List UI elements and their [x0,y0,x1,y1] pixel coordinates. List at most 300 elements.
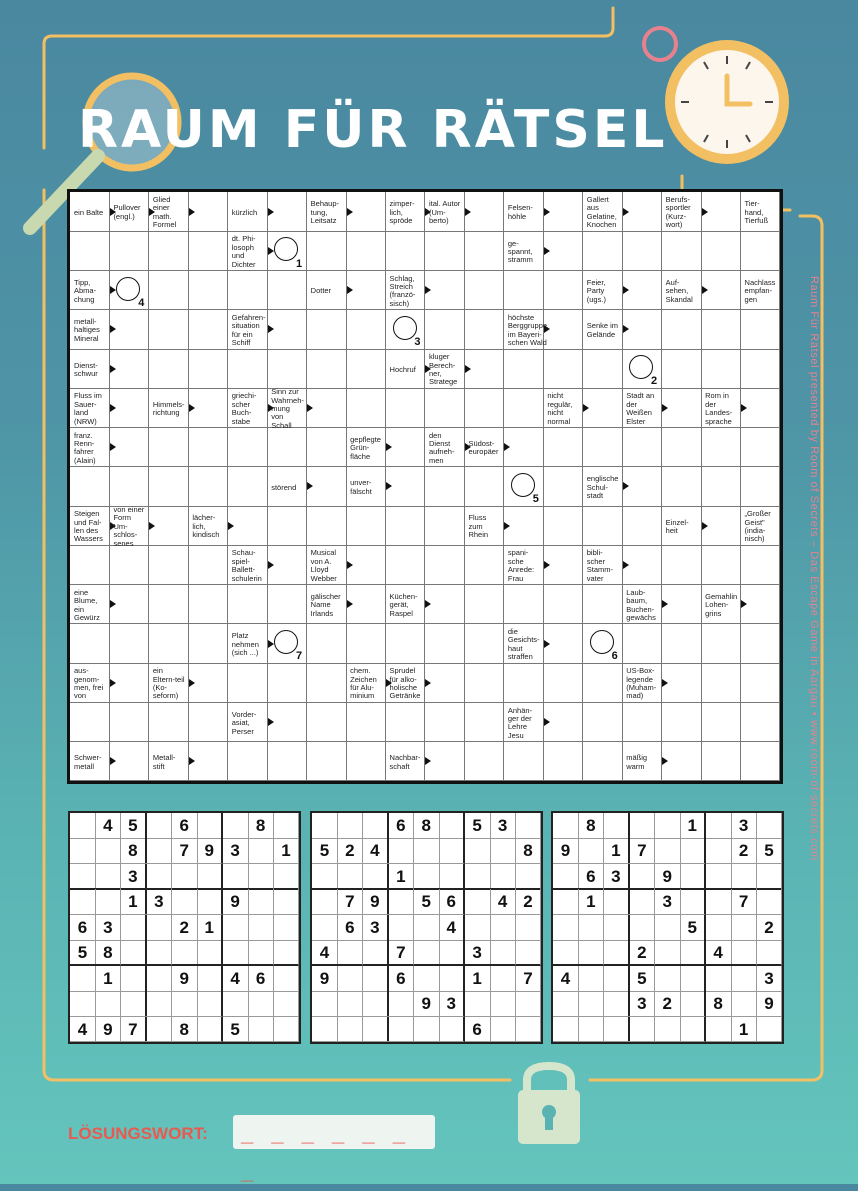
answer-cell[interactable] [583,388,623,428]
answer-cell[interactable] [662,545,702,585]
sudoku-empty-cell[interactable] [604,889,630,915]
sudoku-empty-cell[interactable] [223,940,249,966]
sudoku-empty-cell[interactable] [146,966,172,992]
sudoku-empty-cell[interactable] [465,889,491,915]
answer-cell[interactable] [109,545,149,585]
sudoku-empty-cell[interactable] [312,889,338,915]
answer-cell[interactable] [583,428,623,468]
answer-cell[interactable] [504,506,544,546]
sudoku-empty-cell[interactable] [604,813,630,839]
sudoku-empty-cell[interactable] [516,991,542,1017]
sudoku-empty-cell[interactable] [706,966,732,992]
answer-cell[interactable] [662,702,702,742]
answer-cell[interactable] [543,271,583,311]
answer-cell[interactable] [346,310,386,350]
answer-cell[interactable] [346,271,386,311]
answer-cell[interactable] [267,585,307,625]
sudoku-empty-cell[interactable] [629,864,655,890]
answer-cell[interactable] [70,702,110,742]
answer-cell[interactable] [741,428,781,468]
sudoku-empty-cell[interactable] [553,889,579,915]
answer-cell[interactable] [425,271,465,311]
answer-cell[interactable] [543,663,583,703]
answer-cell[interactable] [662,428,702,468]
answer-cell[interactable] [149,506,189,546]
sudoku-empty-cell[interactable] [363,864,389,890]
answer-cell[interactable] [741,545,781,585]
sudoku-empty-cell[interactable] [629,1017,655,1043]
answer-cell[interactable] [307,663,347,703]
sudoku-empty-cell[interactable] [757,1017,783,1043]
answer-cell[interactable] [741,467,781,507]
sudoku-empty-cell[interactable] [680,966,706,992]
answer-cell[interactable] [228,742,268,782]
answer-cell[interactable] [741,388,781,428]
sudoku-empty-cell[interactable] [70,864,96,890]
sudoku-empty-cell[interactable] [731,940,757,966]
sudoku-empty-cell[interactable] [223,813,249,839]
answer-cell[interactable] [228,506,268,546]
answer-cell[interactable] [188,742,228,782]
sudoku-empty-cell[interactable] [223,991,249,1017]
answer-cell[interactable] [662,467,702,507]
answer-cell[interactable] [622,271,662,311]
answer-cell[interactable] [188,545,228,585]
sudoku-empty-cell[interactable] [465,915,491,941]
sudoku-empty-cell[interactable] [146,864,172,890]
answer-cell[interactable] [464,349,504,389]
answer-cell[interactable] [70,545,110,585]
sudoku-empty-cell[interactable] [655,838,681,864]
answer-cell[interactable] [109,663,149,703]
sudoku-empty-cell[interactable] [146,838,172,864]
sudoku-empty-cell[interactable] [312,813,338,839]
sudoku-empty-cell[interactable] [95,864,121,890]
answer-cell[interactable] [386,545,426,585]
answer-cell[interactable] [307,702,347,742]
answer-cell[interactable] [149,624,189,664]
answer-cell[interactable] [504,388,544,428]
sudoku-empty-cell[interactable] [197,940,223,966]
answer-cell[interactable] [622,349,662,389]
answer-cell[interactable] [583,702,623,742]
answer-cell[interactable] [741,742,781,782]
answer-cell[interactable] [188,192,228,232]
answer-cell[interactable] [228,428,268,468]
sudoku-empty-cell[interactable] [465,838,491,864]
answer-cell[interactable] [583,742,623,782]
answer-cell[interactable] [267,310,307,350]
sudoku-empty-cell[interactable] [655,813,681,839]
answer-cell[interactable] [188,467,228,507]
sudoku-empty-cell[interactable] [388,991,414,1017]
answer-cell[interactable] [267,624,307,664]
answer-cell[interactable] [622,310,662,350]
sudoku-empty-cell[interactable] [95,991,121,1017]
answer-cell[interactable] [543,742,583,782]
sudoku-empty-cell[interactable] [146,991,172,1017]
answer-cell[interactable] [701,624,741,664]
answer-cell[interactable] [386,702,426,742]
sudoku-empty-cell[interactable] [680,889,706,915]
answer-cell[interactable] [188,663,228,703]
sudoku-grid[interactable] [310,811,543,1044]
answer-cell[interactable] [109,310,149,350]
answer-cell[interactable] [425,702,465,742]
answer-cell[interactable] [701,663,741,703]
answer-cell[interactable] [701,271,741,311]
answer-cell[interactable] [741,231,781,271]
sudoku-empty-cell[interactable] [248,1017,274,1043]
sudoku-empty-cell[interactable] [490,838,516,864]
answer-cell[interactable] [425,388,465,428]
answer-cell[interactable] [741,349,781,389]
answer-cell[interactable] [149,545,189,585]
sudoku-empty-cell[interactable] [121,940,147,966]
sudoku-empty-cell[interactable] [274,889,300,915]
answer-cell[interactable] [741,585,781,625]
answer-cell[interactable] [346,545,386,585]
sudoku-empty-cell[interactable] [516,940,542,966]
answer-cell[interactable] [425,310,465,350]
answer-cell[interactable] [504,428,544,468]
answer-cell[interactable] [307,467,347,507]
answer-cell[interactable] [701,428,741,468]
sudoku-empty-cell[interactable] [223,915,249,941]
sudoku-empty-cell[interactable] [629,889,655,915]
sudoku-empty-cell[interactable] [439,864,465,890]
answer-cell[interactable] [70,467,110,507]
answer-cell[interactable] [662,231,702,271]
answer-cell[interactable] [386,428,426,468]
answer-cell[interactable] [267,271,307,311]
sudoku-empty-cell[interactable] [197,813,223,839]
answer-cell[interactable] [464,271,504,311]
answer-cell[interactable] [386,388,426,428]
sudoku-empty-cell[interactable] [655,1017,681,1043]
answer-cell[interactable] [346,624,386,664]
answer-cell[interactable] [307,428,347,468]
sudoku-empty-cell[interactable] [516,864,542,890]
answer-cell[interactable] [188,624,228,664]
answer-cell[interactable] [109,742,149,782]
answer-cell[interactable] [346,192,386,232]
sudoku-empty-cell[interactable] [197,889,223,915]
sudoku-empty-cell[interactable] [578,940,604,966]
sudoku-empty-cell[interactable] [731,966,757,992]
sudoku-empty-cell[interactable] [197,1017,223,1043]
sudoku-empty-cell[interactable] [274,966,300,992]
answer-cell[interactable] [386,624,426,664]
answer-cell[interactable] [701,742,741,782]
sudoku-empty-cell[interactable] [363,1017,389,1043]
sudoku-empty-cell[interactable] [95,838,121,864]
sudoku-empty-cell[interactable] [706,838,732,864]
sudoku-empty-cell[interactable] [312,915,338,941]
answer-cell[interactable] [583,585,623,625]
answer-cell[interactable] [307,349,347,389]
sudoku-grid[interactable] [551,811,784,1044]
sudoku-empty-cell[interactable] [121,915,147,941]
answer-cell[interactable] [425,545,465,585]
answer-cell[interactable] [662,585,702,625]
answer-cell[interactable] [109,624,149,664]
answer-cell[interactable] [543,506,583,546]
answer-cell[interactable] [504,467,544,507]
sudoku-empty-cell[interactable] [337,864,363,890]
sudoku-empty-cell[interactable] [95,889,121,915]
answer-cell[interactable] [149,310,189,350]
sudoku-empty-cell[interactable] [248,940,274,966]
sudoku-empty-cell[interactable] [680,1017,706,1043]
answer-cell[interactable] [662,388,702,428]
sudoku-empty-cell[interactable] [655,915,681,941]
answer-cell[interactable] [267,428,307,468]
answer-cell[interactable] [701,467,741,507]
sudoku-empty-cell[interactable] [516,1017,542,1043]
answer-cell[interactable] [464,702,504,742]
sudoku-empty-cell[interactable] [604,940,630,966]
sudoku-empty-cell[interactable] [146,813,172,839]
answer-cell[interactable] [583,349,623,389]
answer-cell[interactable] [267,702,307,742]
answer-cell[interactable] [543,310,583,350]
answer-cell[interactable] [307,388,347,428]
answer-cell[interactable] [583,231,623,271]
answer-cell[interactable] [701,506,741,546]
sudoku-empty-cell[interactable] [731,915,757,941]
answer-cell[interactable] [228,271,268,311]
answer-cell[interactable] [109,585,149,625]
answer-cell[interactable] [543,231,583,271]
sudoku-empty-cell[interactable] [553,813,579,839]
sudoku-empty-cell[interactable] [414,1017,440,1043]
answer-cell[interactable] [307,506,347,546]
answer-cell[interactable] [543,349,583,389]
answer-cell[interactable] [188,310,228,350]
answer-cell[interactable] [149,428,189,468]
sudoku-empty-cell[interactable] [414,940,440,966]
answer-cell[interactable] [425,467,465,507]
sudoku-empty-cell[interactable] [274,991,300,1017]
sudoku-empty-cell[interactable] [465,864,491,890]
answer-cell[interactable] [464,545,504,585]
sudoku-empty-cell[interactable] [757,813,783,839]
answer-cell[interactable] [504,349,544,389]
sudoku-empty-cell[interactable] [146,915,172,941]
sudoku-empty-cell[interactable] [629,813,655,839]
sudoku-empty-cell[interactable] [439,966,465,992]
sudoku-empty-cell[interactable] [578,838,604,864]
answer-cell[interactable] [464,585,504,625]
sudoku-empty-cell[interactable] [490,915,516,941]
sudoku-empty-cell[interactable] [757,889,783,915]
answer-cell[interactable] [622,702,662,742]
answer-cell[interactable] [504,663,544,703]
answer-cell[interactable] [149,231,189,271]
answer-cell[interactable] [622,231,662,271]
sudoku-empty-cell[interactable] [70,991,96,1017]
sudoku-empty-cell[interactable] [490,1017,516,1043]
answer-cell[interactable] [386,231,426,271]
answer-cell[interactable] [70,624,110,664]
answer-cell[interactable] [583,624,623,664]
answer-cell[interactable] [464,467,504,507]
answer-cell[interactable] [504,585,544,625]
answer-cell[interactable] [109,271,149,311]
crossword-grid[interactable] [67,189,783,784]
sudoku-empty-cell[interactable] [337,1017,363,1043]
answer-cell[interactable] [701,231,741,271]
sudoku-empty-cell[interactable] [337,991,363,1017]
sudoku-empty-cell[interactable] [172,864,198,890]
sudoku-empty-cell[interactable] [388,889,414,915]
answer-cell[interactable] [267,231,307,271]
sudoku-empty-cell[interactable] [629,915,655,941]
answer-cell[interactable] [228,349,268,389]
answer-cell[interactable] [622,467,662,507]
answer-cell[interactable] [464,742,504,782]
answer-cell[interactable] [425,231,465,271]
sudoku-empty-cell[interactable] [490,864,516,890]
sudoku-empty-cell[interactable] [388,1017,414,1043]
sudoku-empty-cell[interactable] [70,838,96,864]
sudoku-empty-cell[interactable] [363,813,389,839]
answer-cell[interactable] [543,624,583,664]
sudoku-empty-cell[interactable] [706,889,732,915]
answer-cell[interactable] [346,585,386,625]
answer-cell[interactable] [346,702,386,742]
answer-cell[interactable] [701,192,741,232]
answer-cell[interactable] [741,663,781,703]
sudoku-empty-cell[interactable] [553,864,579,890]
sudoku-empty-cell[interactable] [414,915,440,941]
answer-cell[interactable] [504,271,544,311]
sudoku-empty-cell[interactable] [337,966,363,992]
answer-cell[interactable] [109,349,149,389]
answer-cell[interactable] [741,310,781,350]
sudoku-empty-cell[interactable] [70,966,96,992]
answer-cell[interactable] [267,192,307,232]
answer-cell[interactable] [149,349,189,389]
answer-cell[interactable] [662,663,702,703]
sudoku-empty-cell[interactable] [172,889,198,915]
answer-cell[interactable] [543,585,583,625]
sudoku-empty-cell[interactable] [121,966,147,992]
sudoku-empty-cell[interactable] [680,940,706,966]
sudoku-empty-cell[interactable] [604,915,630,941]
sudoku-empty-cell[interactable] [337,813,363,839]
answer-cell[interactable] [188,428,228,468]
answer-cell[interactable] [464,231,504,271]
answer-cell[interactable] [622,506,662,546]
answer-cell[interactable] [425,585,465,625]
sudoku-empty-cell[interactable] [490,940,516,966]
sudoku-empty-cell[interactable] [274,940,300,966]
sudoku-grid[interactable] [68,811,301,1044]
answer-cell[interactable] [662,310,702,350]
sudoku-empty-cell[interactable] [172,991,198,1017]
sudoku-empty-cell[interactable] [604,1017,630,1043]
sudoku-empty-cell[interactable] [680,864,706,890]
answer-cell[interactable] [149,702,189,742]
sudoku-empty-cell[interactable] [490,966,516,992]
sudoku-empty-cell[interactable] [363,940,389,966]
answer-cell[interactable] [149,585,189,625]
sudoku-empty-cell[interactable] [414,864,440,890]
answer-cell[interactable] [464,310,504,350]
sudoku-empty-cell[interactable] [248,864,274,890]
answer-cell[interactable] [464,663,504,703]
sudoku-empty-cell[interactable] [553,1017,579,1043]
sudoku-empty-cell[interactable] [197,966,223,992]
answer-cell[interactable] [109,702,149,742]
answer-cell[interactable] [267,663,307,703]
answer-cell[interactable] [346,231,386,271]
answer-cell[interactable] [307,624,347,664]
sudoku-empty-cell[interactable] [363,966,389,992]
sudoku-empty-cell[interactable] [516,915,542,941]
answer-cell[interactable] [188,702,228,742]
answer-cell[interactable] [622,428,662,468]
answer-cell[interactable] [701,310,741,350]
answer-cell[interactable] [188,231,228,271]
answer-cell[interactable] [346,349,386,389]
answer-cell[interactable] [741,702,781,742]
sudoku-empty-cell[interactable] [578,1017,604,1043]
sudoku-empty-cell[interactable] [312,991,338,1017]
answer-cell[interactable] [543,428,583,468]
sudoku-empty-cell[interactable] [70,889,96,915]
sudoku-empty-cell[interactable] [146,940,172,966]
sudoku-empty-cell[interactable] [248,915,274,941]
answer-cell[interactable] [188,271,228,311]
answer-cell[interactable] [464,388,504,428]
answer-cell[interactable] [386,467,426,507]
sudoku-empty-cell[interactable] [70,813,96,839]
sudoku-empty-cell[interactable] [731,991,757,1017]
answer-cell[interactable] [464,624,504,664]
answer-cell[interactable] [662,624,702,664]
answer-cell[interactable] [464,192,504,232]
sudoku-empty-cell[interactable] [706,915,732,941]
sudoku-empty-cell[interactable] [197,864,223,890]
sudoku-empty-cell[interactable] [274,864,300,890]
sudoku-empty-cell[interactable] [604,966,630,992]
answer-cell[interactable] [307,231,347,271]
answer-cell[interactable] [228,467,268,507]
answer-cell[interactable] [149,467,189,507]
sudoku-empty-cell[interactable] [146,1017,172,1043]
sudoku-empty-cell[interactable] [439,1017,465,1043]
answer-cell[interactable] [346,742,386,782]
answer-cell[interactable] [228,585,268,625]
sudoku-empty-cell[interactable] [655,966,681,992]
sudoku-empty-cell[interactable] [414,838,440,864]
sudoku-empty-cell[interactable] [655,940,681,966]
answer-cell[interactable] [267,545,307,585]
sudoku-empty-cell[interactable] [553,940,579,966]
sudoku-empty-cell[interactable] [553,991,579,1017]
sudoku-empty-cell[interactable] [337,940,363,966]
answer-cell[interactable] [741,624,781,664]
answer-cell[interactable] [307,742,347,782]
sudoku-empty-cell[interactable] [439,838,465,864]
sudoku-empty-cell[interactable] [312,1017,338,1043]
answer-cell[interactable] [109,428,149,468]
sudoku-empty-cell[interactable] [414,966,440,992]
answer-cell[interactable] [583,506,623,546]
